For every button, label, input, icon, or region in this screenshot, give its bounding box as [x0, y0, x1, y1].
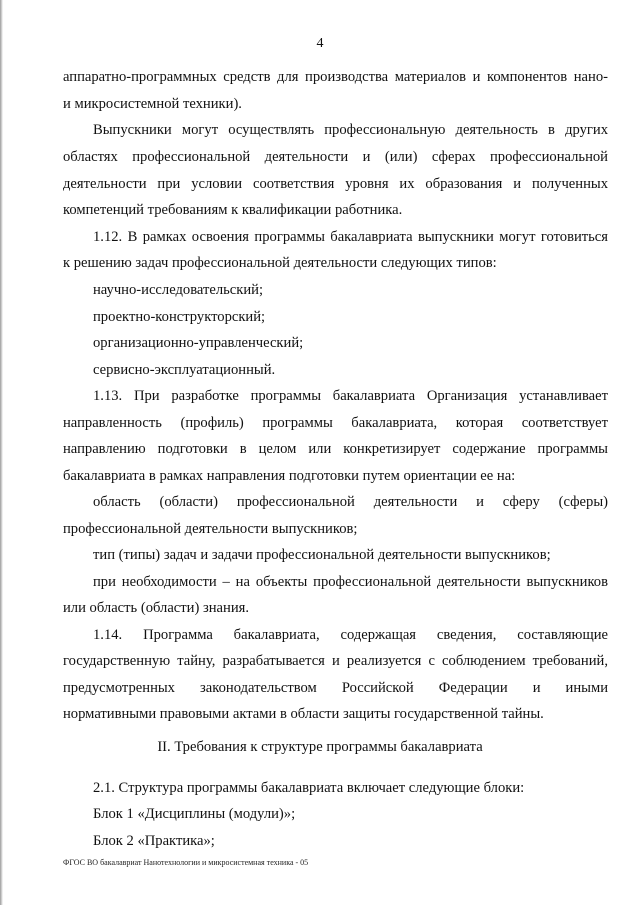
list-item: область (области) профессиональной деятельности и сферу (сферы)	[93, 494, 608, 510]
text-line: Выпускники могут осуществлять профессиональную деятельность в других	[93, 122, 608, 138]
section-heading: II. Требования к структуре программы бакалавриата	[157, 739, 483, 755]
text-line: направлению подготовки в целом или конкретизирует содержание программы	[63, 441, 608, 457]
list-item: тип (типы) задач и задачи профессиональной деятельности выпускников;	[93, 547, 551, 563]
page-number: 4	[316, 36, 324, 51]
text-line: направленность (профиль) программы бакалавриата, которая соответствует	[63, 415, 608, 431]
text-line: 1.13. При разработке программы бакалавриата Организация устанавливает	[93, 388, 608, 404]
list-item: при необходимости – на объекты профессиональной деятельности выпускников	[93, 574, 608, 590]
text-line: аппаратно-программных средств для производства материалов и компонентов нано-	[63, 69, 608, 85]
text-line: к решению задач профессиональной деятельности следующих типов:	[63, 255, 497, 271]
text-line: деятельности при условии соответствия уровня их образования и полученных	[63, 176, 608, 192]
list-item: Блок 2 «Практика»;	[93, 833, 215, 849]
text-line: профессиональной деятельности выпускников;	[63, 521, 358, 537]
text-line: государственную тайну, разрабатывается и реализуется с соблюдением требований,	[63, 653, 608, 669]
text-line: компетенций требованиям к квалификации работника.	[63, 202, 403, 218]
list-item: проектно-конструкторский;	[93, 309, 266, 325]
list-item: организационно-управленческий;	[93, 335, 304, 351]
text-line: и микросистемной техники).	[63, 96, 242, 112]
list-item: научно-исследовательский;	[93, 282, 264, 298]
text-line: предусмотренных законодательством Российской Федерации и иными	[63, 680, 608, 696]
text-line: нормативными правовыми актами в области защиты государственной тайны.	[63, 706, 544, 722]
text-line: 2.1. Структура программы бакалавриата включает следующие блоки:	[93, 780, 525, 796]
list-item: сервисно-эксплуатационный.	[93, 362, 276, 378]
text-line: бакалавриата в рамках направления подготовки путем ориентации ее на:	[63, 468, 516, 484]
page-footer: ФГОС ВО бакалавриат Нанотехнологии и микросистемная техника - 05	[63, 858, 309, 867]
text-line: 1.12. В рамках освоения программы бакалавриата выпускники могут готовиться	[93, 229, 608, 245]
text-line: 1.14. Программа бакалавриата, содержащая сведения, составляющие	[93, 627, 608, 643]
text-line: или область (области) знания.	[63, 600, 250, 616]
list-item: Блок 1 «Дисциплины (модули)»;	[93, 806, 296, 822]
text-line: областях профессиональной деятельности и (или) сферах профессиональной	[63, 149, 608, 165]
scan-edge	[0, 0, 3, 905]
